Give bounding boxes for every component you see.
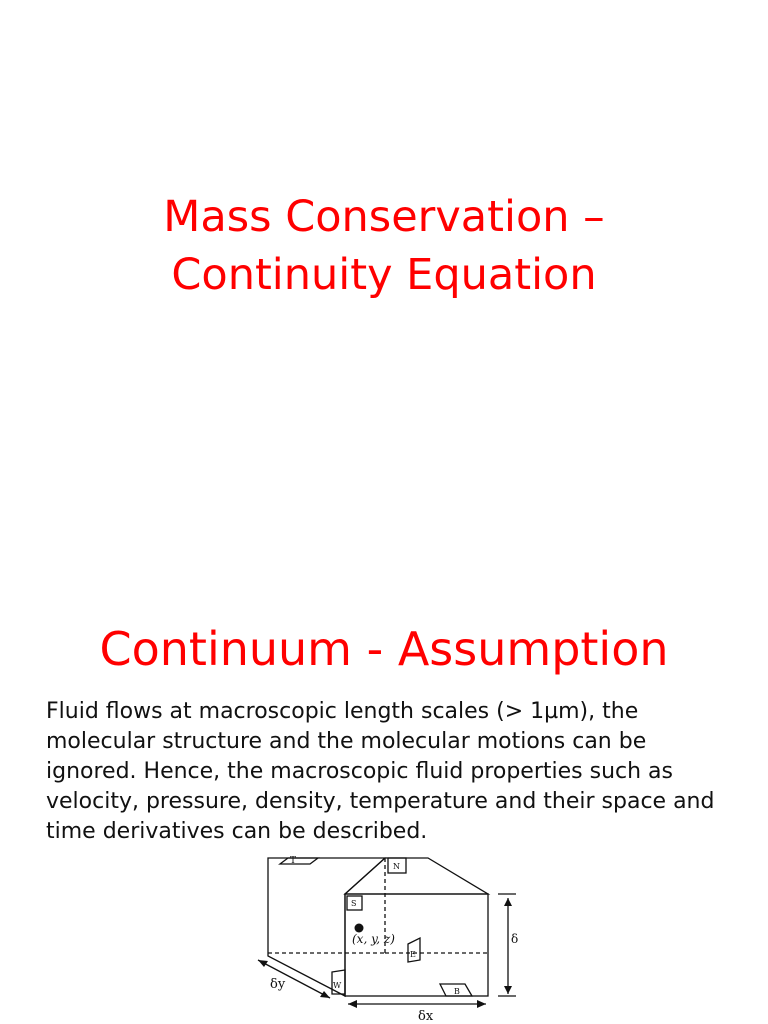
label-b: B bbox=[454, 987, 460, 996]
label-dz: δ bbox=[511, 932, 519, 946]
section-title: Continuum - Assumption bbox=[99, 622, 669, 676]
title-line-2: Continuity Equation bbox=[171, 250, 597, 300]
title-line-1: Mass Conservation – bbox=[163, 192, 605, 242]
slide-title bbox=[0, 188, 768, 304]
body-paragraph: Fluid flows at macroscopic length scales (> 1µm), the molecular structure and the molecular motions can be ignored. Hence, the macroscopic fluid properties such as velocity, pressure, density, temperature and their space and time derivatives can be described. bbox=[46, 699, 715, 844]
face-t-box bbox=[280, 858, 318, 864]
label-point: (x, y, z) bbox=[352, 932, 395, 946]
label-s: S bbox=[351, 899, 357, 908]
label-w: W bbox=[333, 981, 342, 990]
label-dx: δx bbox=[418, 1009, 434, 1024]
dy-arrow bbox=[258, 960, 330, 998]
label-e: E bbox=[410, 950, 416, 959]
back-face bbox=[268, 858, 385, 996]
label-n: N bbox=[393, 862, 400, 871]
label-dy: δy bbox=[270, 977, 286, 992]
control-volume-diagram bbox=[240, 848, 540, 1024]
top-face bbox=[345, 858, 488, 894]
label-t: T bbox=[290, 856, 297, 866]
